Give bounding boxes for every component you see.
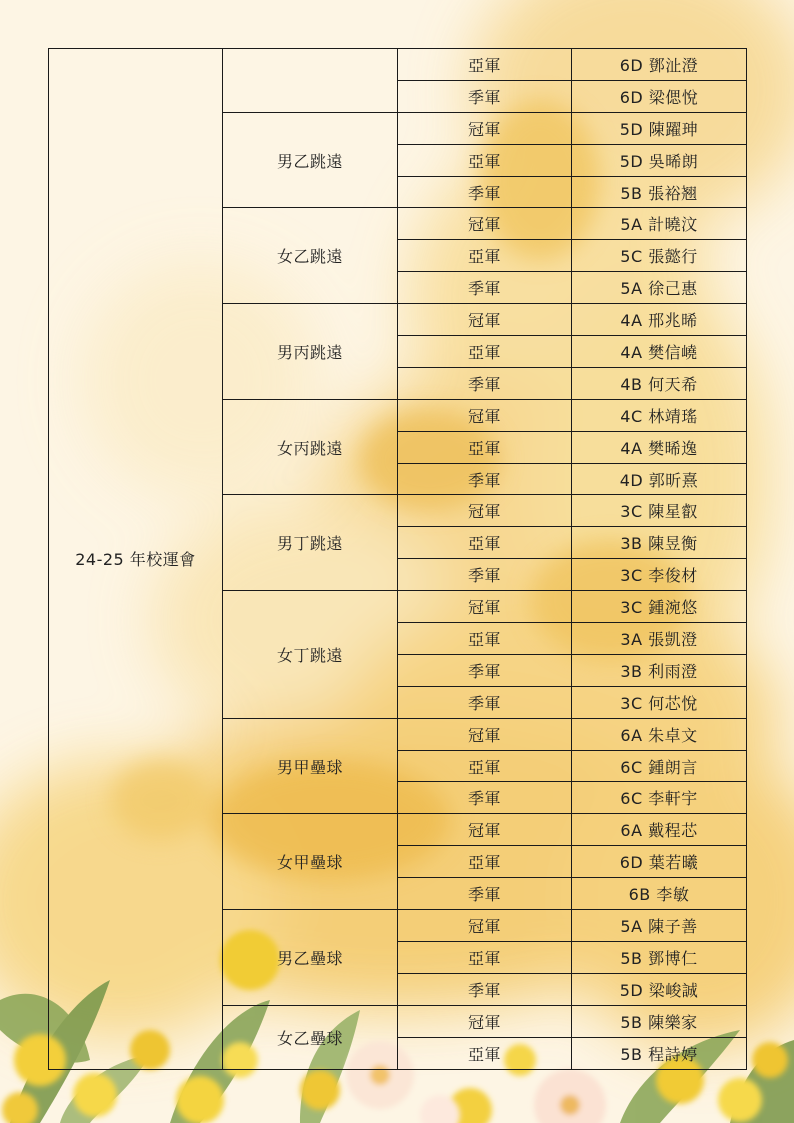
winner-cell: 5D 梁峻誠 bbox=[572, 973, 747, 1005]
placement-cell: 季軍 bbox=[398, 80, 572, 112]
winner-cell: 4A 邢兆晞 bbox=[572, 304, 747, 336]
placement-cell: 亞軍 bbox=[398, 240, 572, 272]
winner-cell: 6C 李軒宇 bbox=[572, 782, 747, 814]
placement-cell: 亞軍 bbox=[398, 431, 572, 463]
sports-day-results-table bbox=[48, 48, 747, 1070]
category-cell: 女乙跳遠 bbox=[223, 208, 398, 304]
category-cell: 女乙壘球 bbox=[223, 1005, 398, 1069]
winner-cell: 4D 郭昕熹 bbox=[572, 463, 747, 495]
placement-cell: 亞軍 bbox=[398, 527, 572, 559]
placement-cell: 季軍 bbox=[398, 686, 572, 718]
winner-cell: 5A 徐己惠 bbox=[572, 272, 747, 304]
winner-cell: 4B 何天希 bbox=[572, 367, 747, 399]
placement-cell: 冠軍 bbox=[398, 495, 572, 527]
winner-cell: 6C 鍾朗言 bbox=[572, 750, 747, 782]
placement-cell: 亞軍 bbox=[398, 623, 572, 655]
placement-cell: 冠軍 bbox=[398, 1005, 572, 1037]
placement-cell: 季軍 bbox=[398, 176, 572, 208]
placement-cell: 冠軍 bbox=[398, 910, 572, 942]
winner-cell: 5A 陳子善 bbox=[572, 910, 747, 942]
winner-cell: 3C 鍾涴悠 bbox=[572, 591, 747, 623]
placement-cell: 亞軍 bbox=[398, 750, 572, 782]
placement-cell: 季軍 bbox=[398, 272, 572, 304]
placement-cell: 冠軍 bbox=[398, 399, 572, 431]
category-cell bbox=[223, 49, 398, 113]
placement-cell: 亞軍 bbox=[398, 846, 572, 878]
winner-cell: 3A 張凱澄 bbox=[572, 623, 747, 655]
placement-cell: 季軍 bbox=[398, 559, 572, 591]
category-cell: 男甲壘球 bbox=[223, 718, 398, 814]
winner-cell: 3C 陳星叡 bbox=[572, 495, 747, 527]
winner-cell: 6A 戴程芯 bbox=[572, 814, 747, 846]
winner-cell: 4A 樊信嶢 bbox=[572, 336, 747, 368]
placement-cell: 季軍 bbox=[398, 463, 572, 495]
winner-cell: 6D 鄧沚澄 bbox=[572, 49, 747, 81]
winner-cell: 3C 何芯悅 bbox=[572, 686, 747, 718]
winner-cell: 6B 李敏 bbox=[572, 878, 747, 910]
winner-cell: 5B 陳樂家 bbox=[572, 1005, 747, 1037]
winner-cell: 5B 鄧博仁 bbox=[572, 941, 747, 973]
winner-cell: 5A 計曉汶 bbox=[572, 208, 747, 240]
placement-cell: 亞軍 bbox=[398, 144, 572, 176]
placement-cell: 季軍 bbox=[398, 782, 572, 814]
placement-cell: 亞軍 bbox=[398, 336, 572, 368]
winner-cell: 4A 樊晞逸 bbox=[572, 431, 747, 463]
placement-cell: 季軍 bbox=[398, 878, 572, 910]
placement-cell: 冠軍 bbox=[398, 591, 572, 623]
winner-cell: 3B 利雨澄 bbox=[572, 654, 747, 686]
placement-cell: 冠軍 bbox=[398, 304, 572, 336]
winner-cell: 5C 張懿行 bbox=[572, 240, 747, 272]
category-cell: 男丁跳遠 bbox=[223, 495, 398, 591]
category-cell: 女丙跳遠 bbox=[223, 399, 398, 495]
event-name-cell: 24-25 年校運會 bbox=[49, 49, 223, 1070]
category-cell: 男乙跳遠 bbox=[223, 112, 398, 208]
results-table-body bbox=[49, 49, 747, 1070]
placement-cell: 季軍 bbox=[398, 654, 572, 686]
table-row bbox=[49, 49, 747, 81]
winner-cell: 5D 陳躍珅 bbox=[572, 112, 747, 144]
winner-cell: 6D 葉若曦 bbox=[572, 846, 747, 878]
placement-cell: 亞軍 bbox=[398, 49, 572, 81]
winner-cell: 5B 張裕翘 bbox=[572, 176, 747, 208]
placement-cell: 冠軍 bbox=[398, 718, 572, 750]
winner-cell: 4C 林靖瑤 bbox=[572, 399, 747, 431]
placement-cell: 冠軍 bbox=[398, 208, 572, 240]
category-cell: 男丙跳遠 bbox=[223, 304, 398, 400]
winner-cell: 3B 陳昱衡 bbox=[572, 527, 747, 559]
winner-cell: 5B 程詩婷 bbox=[572, 1037, 747, 1069]
placement-cell: 季軍 bbox=[398, 367, 572, 399]
placement-cell: 亞軍 bbox=[398, 941, 572, 973]
winner-cell: 5D 吳晞朗 bbox=[572, 144, 747, 176]
placement-cell: 季軍 bbox=[398, 973, 572, 1005]
category-cell: 女丁跳遠 bbox=[223, 591, 398, 719]
placement-cell: 亞軍 bbox=[398, 1037, 572, 1069]
category-cell: 男乙壘球 bbox=[223, 910, 398, 1006]
placement-cell: 冠軍 bbox=[398, 112, 572, 144]
category-cell: 女甲壘球 bbox=[223, 814, 398, 910]
winner-cell: 6D 梁偲悅 bbox=[572, 80, 747, 112]
winner-cell: 6A 朱卓文 bbox=[572, 718, 747, 750]
winner-cell: 3C 李俊材 bbox=[572, 559, 747, 591]
placement-cell: 冠軍 bbox=[398, 814, 572, 846]
